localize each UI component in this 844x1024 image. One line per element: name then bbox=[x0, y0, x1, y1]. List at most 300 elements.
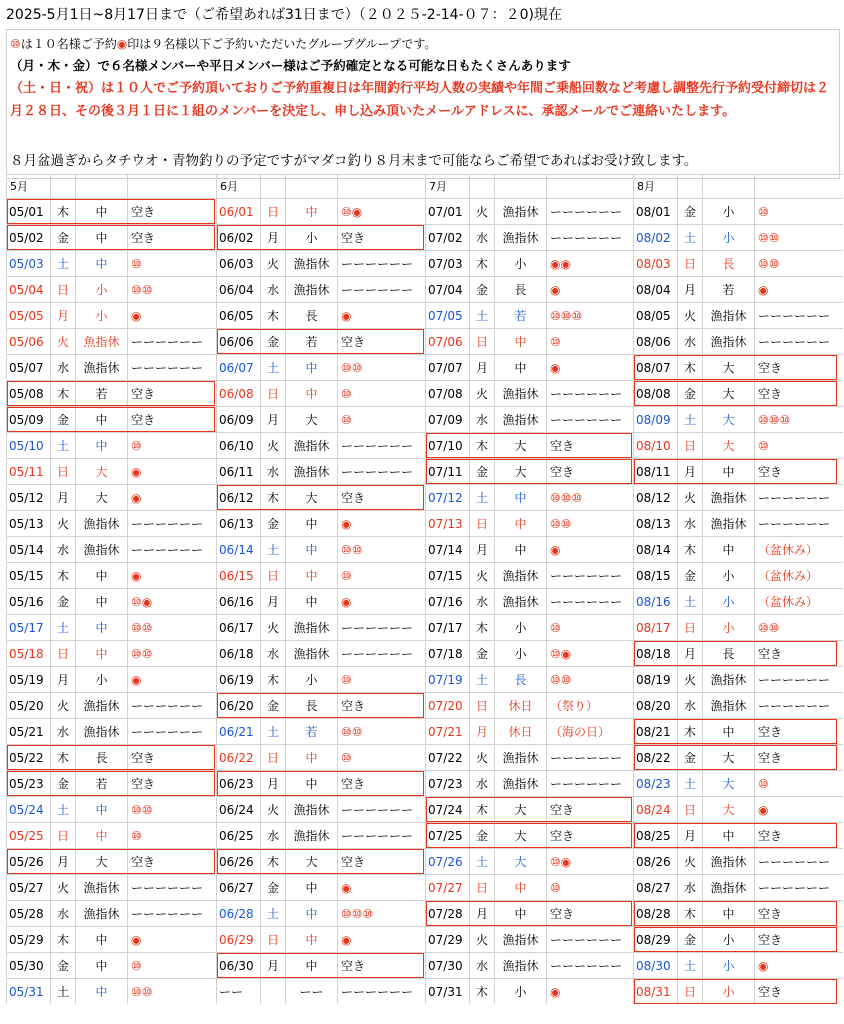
schedule-status-cell: ◉ bbox=[754, 276, 843, 302]
schedule-date-cell: 05/09 bbox=[6, 406, 50, 432]
notes-weekday: （月・木・金）で６名様メンバーや平日メンバー様はご予約確定となる可能な日もたくさんあります bbox=[10, 58, 571, 73]
schedule-weekday-cell bbox=[260, 978, 285, 1004]
schedule-date-cell: 08/16 bbox=[633, 588, 677, 614]
schedule-type-cell: 漁指休 bbox=[285, 276, 337, 302]
schedule-date-cell: 06/13 bbox=[216, 510, 260, 536]
schedule-weekday-cell: 土 bbox=[50, 432, 75, 458]
schedule-type-cell: 若 bbox=[702, 276, 754, 302]
schedule-date-cell: 05/03 bbox=[6, 250, 50, 276]
schedule-date-cell: 06/03 bbox=[216, 250, 260, 276]
schedule-weekday-cell: 日 bbox=[469, 510, 494, 536]
schedule-date-cell: 07/28 bbox=[425, 900, 469, 926]
schedule-type-cell: 中 bbox=[494, 510, 546, 536]
schedule-weekday-cell: 土 bbox=[677, 770, 702, 796]
schedule-weekday-cell: 金 bbox=[50, 770, 75, 796]
schedule-type-cell: 中 bbox=[285, 952, 337, 978]
schedule-date-cell: 07/27 bbox=[425, 874, 469, 900]
schedule-weekday-cell: 木 bbox=[260, 484, 285, 510]
schedule-status-cell: ーーーーーー bbox=[337, 276, 426, 302]
schedule-status-cell: （海の日） bbox=[546, 718, 635, 744]
schedule-type-cell: 中 bbox=[75, 562, 127, 588]
schedule-type-cell: 中 bbox=[702, 718, 754, 744]
schedule-status-cell: ◉ bbox=[546, 536, 635, 562]
month-header-blank bbox=[75, 174, 127, 198]
schedule-weekday-cell: 土 bbox=[260, 354, 285, 380]
schedule-date-cell: 07/23 bbox=[425, 770, 469, 796]
month-header-blank bbox=[494, 174, 546, 198]
schedule-type-cell: 漁指休 bbox=[285, 458, 337, 484]
schedule-status-cell: 空き bbox=[754, 978, 843, 1004]
schedule-weekday-cell: 金 bbox=[469, 640, 494, 666]
schedule-weekday-cell: 月 bbox=[677, 276, 702, 302]
schedule-weekday-cell: 水 bbox=[50, 718, 75, 744]
schedule-date-cell: 07/10 bbox=[425, 432, 469, 458]
schedule-weekday-cell: 月 bbox=[469, 900, 494, 926]
schedule-type-cell: 小 bbox=[702, 562, 754, 588]
schedule-type-cell: 小 bbox=[702, 614, 754, 640]
schedule-weekday-cell: 火 bbox=[469, 926, 494, 952]
schedule-weekday-cell: 水 bbox=[677, 510, 702, 536]
schedule-type-cell: 中 bbox=[285, 510, 337, 536]
schedule-status-cell: ーーーーーー bbox=[337, 640, 426, 666]
schedule-status-cell: ⑩⑩ bbox=[127, 978, 216, 1004]
schedule-weekday-cell: 火 bbox=[50, 510, 75, 536]
schedule-weekday-cell: 日 bbox=[50, 458, 75, 484]
schedule-date-cell: 05/23 bbox=[6, 770, 50, 796]
schedule-type-cell: 小 bbox=[494, 978, 546, 1004]
schedule-status-cell: ⑩ bbox=[337, 380, 426, 406]
schedule-type-cell: 中 bbox=[75, 588, 127, 614]
schedule-date-cell: 08/12 bbox=[633, 484, 677, 510]
schedule-status-cell: ⑩ bbox=[337, 744, 426, 770]
page-header: 2025-5月1日~8月17日まで（ご希望あれば31日まで）（２０２５-2-14-０７：２0)現在 bbox=[6, 7, 563, 23]
schedule-status-cell: ⑩ bbox=[754, 432, 843, 458]
schedule-type-cell: 漁指休 bbox=[75, 874, 127, 900]
schedule-date-cell: 05/22 bbox=[6, 744, 50, 770]
schedule-weekday-cell: 木 bbox=[50, 562, 75, 588]
schedule-type-cell: 大 bbox=[285, 484, 337, 510]
schedule-weekday-cell: 土 bbox=[677, 224, 702, 250]
schedule-weekday-cell: 土 bbox=[50, 796, 75, 822]
schedule-type-cell: 中 bbox=[494, 900, 546, 926]
schedule-status-cell: ーーーーーー bbox=[546, 224, 635, 250]
schedule-date-cell: 08/28 bbox=[633, 900, 677, 926]
schedule-date-cell: 07/29 bbox=[425, 926, 469, 952]
schedule-date-cell: 08/14 bbox=[633, 536, 677, 562]
schedule-weekday-cell: 土 bbox=[260, 718, 285, 744]
schedule-status-cell: ⑩ bbox=[127, 822, 216, 848]
schedule-date-cell: 05/17 bbox=[6, 614, 50, 640]
ten-group-icon: ⑩ bbox=[10, 37, 21, 51]
schedule-date-cell: 08/29 bbox=[633, 926, 677, 952]
schedule-status-cell: ⑩⑩ bbox=[127, 796, 216, 822]
schedule-date-cell: 06/09 bbox=[216, 406, 260, 432]
month-header-blank bbox=[285, 174, 337, 198]
schedule-status-cell: ⑩ bbox=[337, 562, 426, 588]
schedule-status-cell: ◉◉ bbox=[546, 250, 635, 276]
schedule-status-cell: ーーーーーー bbox=[337, 796, 426, 822]
schedule-status-cell: ーーーーーー bbox=[546, 406, 635, 432]
schedule-type-cell: 中 bbox=[285, 744, 337, 770]
schedule-date-cell: 07/17 bbox=[425, 614, 469, 640]
schedule-status-cell: ーーーーーー bbox=[127, 692, 216, 718]
schedule-weekday-cell: 水 bbox=[260, 276, 285, 302]
schedule-type-cell: 漁指休 bbox=[285, 432, 337, 458]
schedule-weekday-cell: 金 bbox=[260, 692, 285, 718]
schedule-weekday-cell: 月 bbox=[469, 354, 494, 380]
schedule-type-cell: 中 bbox=[75, 640, 127, 666]
schedule-status-cell: ーーーーーー bbox=[754, 484, 843, 510]
schedule-date-cell: 08/07 bbox=[633, 354, 677, 380]
schedule-status-cell: ⑩ bbox=[754, 198, 843, 224]
schedule-type-cell: 大 bbox=[702, 406, 754, 432]
schedule-weekday-cell: 月 bbox=[50, 302, 75, 328]
schedule-status-cell: ーーーーーー bbox=[546, 588, 635, 614]
schedule-status-cell: 空き bbox=[546, 796, 635, 822]
schedule-status-cell: ーーーーーー bbox=[754, 666, 843, 692]
schedule-type-cell: 長 bbox=[494, 276, 546, 302]
schedule-date-cell: 08/18 bbox=[633, 640, 677, 666]
schedule-date-cell: 08/15 bbox=[633, 562, 677, 588]
schedule-type-cell: 漁指休 bbox=[702, 510, 754, 536]
month-header: 8月 bbox=[633, 174, 677, 198]
schedule-status-cell: 空き bbox=[127, 848, 216, 874]
schedule-status-cell: ーーーーーー bbox=[546, 562, 635, 588]
schedule-date-cell: 07/11 bbox=[425, 458, 469, 484]
schedule-type-cell: 中 bbox=[75, 822, 127, 848]
schedule-type-cell: 小 bbox=[285, 666, 337, 692]
schedule-weekday-cell: 木 bbox=[50, 744, 75, 770]
schedule-date-cell: 08/31 bbox=[633, 978, 677, 1004]
schedule-type-cell: 中 bbox=[285, 198, 337, 224]
schedule-weekday-cell: 月 bbox=[677, 640, 702, 666]
schedule-status-cell: ⑩⑩⑩ bbox=[754, 406, 843, 432]
schedule-status-cell: ⑩ bbox=[337, 666, 426, 692]
schedule-date-cell: 07/18 bbox=[425, 640, 469, 666]
schedule-type-cell: 大 bbox=[702, 770, 754, 796]
schedule-date-cell: 07/15 bbox=[425, 562, 469, 588]
schedule-weekday-cell: 日 bbox=[50, 822, 75, 848]
schedule-date-cell: 06/02 bbox=[216, 224, 260, 250]
schedule-date-cell: 05/06 bbox=[6, 328, 50, 354]
schedule-date-cell: 05/05 bbox=[6, 302, 50, 328]
schedule-weekday-cell: 日 bbox=[677, 978, 702, 1004]
schedule-type-cell: 若 bbox=[285, 328, 337, 354]
schedule-status-cell: ◉ bbox=[127, 484, 216, 510]
schedule-type-cell: 大 bbox=[494, 432, 546, 458]
schedule-date-cell: 05/08 bbox=[6, 380, 50, 406]
schedule-type-cell: 漁指休 bbox=[494, 562, 546, 588]
schedule-type-cell: 中 bbox=[75, 926, 127, 952]
schedule-weekday-cell: 金 bbox=[50, 588, 75, 614]
schedule-date-cell: 06/20 bbox=[216, 692, 260, 718]
schedule-weekday-cell: 金 bbox=[677, 562, 702, 588]
month-header-blank bbox=[50, 174, 75, 198]
month-header-blank bbox=[754, 174, 843, 198]
schedule-weekday-cell: 火 bbox=[469, 744, 494, 770]
schedule-date-cell: 07/31 bbox=[425, 978, 469, 1004]
schedule-type-cell: 中 bbox=[494, 484, 546, 510]
schedule-date-cell: 07/05 bbox=[425, 302, 469, 328]
schedule-date-cell: 08/17 bbox=[633, 614, 677, 640]
schedule-type-cell: 若 bbox=[75, 770, 127, 796]
schedule-status-cell: ◉ bbox=[337, 510, 426, 536]
schedule-weekday-cell: 金 bbox=[469, 458, 494, 484]
schedule-weekday-cell: 木 bbox=[469, 978, 494, 1004]
schedule-weekday-cell: 月 bbox=[260, 588, 285, 614]
schedule-status-cell: 空き bbox=[337, 952, 426, 978]
schedule-date-cell: 06/17 bbox=[216, 614, 260, 640]
schedule-date-cell: 08/05 bbox=[633, 302, 677, 328]
nine-group-icon: ◉ bbox=[116, 37, 128, 51]
schedule-type-cell: 大 bbox=[75, 484, 127, 510]
schedule-date-cell: 06/23 bbox=[216, 770, 260, 796]
schedule-type-cell: 大 bbox=[494, 822, 546, 848]
schedule-weekday-cell: 火 bbox=[260, 432, 285, 458]
schedule-type-cell: 中 bbox=[75, 406, 127, 432]
schedule-weekday-cell: 金 bbox=[50, 952, 75, 978]
schedule-type-cell: 小 bbox=[75, 276, 127, 302]
schedule-status-cell: ーーーーーー bbox=[546, 926, 635, 952]
schedule-date-cell: 06/06 bbox=[216, 328, 260, 354]
schedule-weekday-cell: 水 bbox=[677, 692, 702, 718]
schedule-date-cell: 05/18 bbox=[6, 640, 50, 666]
schedule-status-cell: ーーーーーー bbox=[754, 848, 843, 874]
schedule-date-cell: 06/19 bbox=[216, 666, 260, 692]
schedule-type-cell: 小 bbox=[494, 614, 546, 640]
schedule-date-cell: 07/02 bbox=[425, 224, 469, 250]
schedule-date-cell: 06/26 bbox=[216, 848, 260, 874]
schedule-type-cell: 大 bbox=[285, 848, 337, 874]
schedule-date-cell: 08/21 bbox=[633, 718, 677, 744]
schedule-status-cell: 空き bbox=[337, 328, 426, 354]
schedule-date-cell: 08/06 bbox=[633, 328, 677, 354]
schedule-status-cell: ⑩ bbox=[546, 328, 635, 354]
schedule-weekday-cell: 月 bbox=[469, 536, 494, 562]
schedule-type-cell: 漁指休 bbox=[285, 796, 337, 822]
schedule-type-cell: 漁指休 bbox=[494, 926, 546, 952]
schedule-weekday-cell: 月 bbox=[50, 848, 75, 874]
schedule-type-cell: 大 bbox=[494, 796, 546, 822]
schedule-weekday-cell: 火 bbox=[469, 562, 494, 588]
schedule-type-cell: 小 bbox=[75, 302, 127, 328]
schedule-status-cell: 空き bbox=[754, 640, 843, 666]
schedule-status-cell: ⑩ bbox=[127, 250, 216, 276]
schedule-date-cell: 07/07 bbox=[425, 354, 469, 380]
schedule-type-cell: 長 bbox=[702, 640, 754, 666]
schedule-status-cell: ⑩⑩ bbox=[337, 536, 426, 562]
schedule-type-cell: 長 bbox=[75, 744, 127, 770]
schedule-status-cell: 空き bbox=[754, 926, 843, 952]
schedule-type-cell: 漁指休 bbox=[494, 952, 546, 978]
schedule-weekday-cell: 月 bbox=[469, 718, 494, 744]
schedule-weekday-cell: 月 bbox=[260, 406, 285, 432]
schedule-weekday-cell: 土 bbox=[469, 484, 494, 510]
schedule-status-cell: （祭り） bbox=[546, 692, 635, 718]
schedule-type-cell: 中 bbox=[702, 458, 754, 484]
schedule-status-cell: 空き bbox=[754, 380, 843, 406]
schedule-date-cell: 08/03 bbox=[633, 250, 677, 276]
schedule-status-cell: 空き bbox=[754, 458, 843, 484]
schedule-date-cell: 08/26 bbox=[633, 848, 677, 874]
schedule-weekday-cell: 火 bbox=[260, 796, 285, 822]
schedule-type-cell: 漁指休 bbox=[75, 692, 127, 718]
schedule-type-cell: 中 bbox=[285, 380, 337, 406]
schedule-weekday-cell: 土 bbox=[677, 588, 702, 614]
schedule-status-cell: ◉ bbox=[337, 926, 426, 952]
schedule-status-cell: 空き bbox=[127, 380, 216, 406]
schedule-type-cell: 中 bbox=[285, 536, 337, 562]
schedule-type-cell: 漁指休 bbox=[494, 770, 546, 796]
schedule-type-cell: 中 bbox=[285, 588, 337, 614]
schedule-status-cell: 空き bbox=[546, 458, 635, 484]
schedule-weekday-cell: 日 bbox=[260, 198, 285, 224]
schedule-type-cell: 漁指休 bbox=[75, 718, 127, 744]
month-header-blank bbox=[127, 174, 216, 198]
schedule-type-cell: 大 bbox=[75, 848, 127, 874]
schedule-type-cell: 中 bbox=[494, 874, 546, 900]
schedule-weekday-cell: 日 bbox=[677, 796, 702, 822]
schedule-weekday-cell: 火 bbox=[677, 302, 702, 328]
schedule-status-cell: 空き bbox=[754, 900, 843, 926]
schedule-type-cell: 大 bbox=[702, 744, 754, 770]
schedule-status-cell: 空き bbox=[337, 224, 426, 250]
schedule-type-cell: 中 bbox=[75, 432, 127, 458]
schedule-date-cell: 05/16 bbox=[6, 588, 50, 614]
schedule-status-cell: ⑩⑩ bbox=[546, 666, 635, 692]
schedule-date-cell: 05/01 bbox=[6, 198, 50, 224]
schedule-type-cell: 中 bbox=[75, 796, 127, 822]
schedule-status-cell: ⑩⑩ bbox=[127, 640, 216, 666]
schedule-status-cell: ーーーーーー bbox=[754, 692, 843, 718]
schedule-date-cell: 07/30 bbox=[425, 952, 469, 978]
schedule-status-cell: ⑩⑩⑩ bbox=[337, 900, 426, 926]
schedule-weekday-cell: 水 bbox=[50, 900, 75, 926]
schedule-type-cell: 小 bbox=[75, 666, 127, 692]
schedule-status-cell: 空き bbox=[754, 822, 843, 848]
schedule-weekday-cell: 木 bbox=[50, 198, 75, 224]
schedule-date-cell: ーー bbox=[216, 978, 260, 1004]
schedule-date-cell: 08/13 bbox=[633, 510, 677, 536]
schedule-status-cell: （盆休み） bbox=[754, 536, 843, 562]
schedule-weekday-cell: 金 bbox=[677, 744, 702, 770]
notes-box bbox=[6, 29, 840, 179]
schedule-weekday-cell: 金 bbox=[260, 874, 285, 900]
schedule-status-cell: 空き bbox=[546, 900, 635, 926]
schedule-weekday-cell: 月 bbox=[50, 484, 75, 510]
schedule-date-cell: 05/30 bbox=[6, 952, 50, 978]
schedule-status-cell: ◉ bbox=[127, 562, 216, 588]
schedule-date-cell: 05/26 bbox=[6, 848, 50, 874]
schedule-status-cell: ◉ bbox=[127, 302, 216, 328]
schedule-date-cell: 07/04 bbox=[425, 276, 469, 302]
schedule-type-cell: 長 bbox=[285, 692, 337, 718]
schedule-weekday-cell: 水 bbox=[260, 458, 285, 484]
schedule-type-cell: 漁指休 bbox=[285, 822, 337, 848]
schedule-weekday-cell: 日 bbox=[469, 874, 494, 900]
schedule-weekday-cell: 金 bbox=[677, 198, 702, 224]
schedule-date-cell: 06/08 bbox=[216, 380, 260, 406]
schedule-weekday-cell: 日 bbox=[260, 744, 285, 770]
schedule-date-cell: 05/31 bbox=[6, 978, 50, 1004]
schedule-date-cell: 05/04 bbox=[6, 276, 50, 302]
schedule-weekday-cell: 金 bbox=[50, 406, 75, 432]
schedule-status-cell: ⑩⑩ bbox=[127, 276, 216, 302]
schedule-weekday-cell: 水 bbox=[469, 406, 494, 432]
schedule-date-cell: 06/22 bbox=[216, 744, 260, 770]
schedule-date-cell: 07/16 bbox=[425, 588, 469, 614]
schedule-type-cell: 大 bbox=[702, 796, 754, 822]
schedule-type-cell: 漁指休 bbox=[702, 692, 754, 718]
schedule-type-cell: 大 bbox=[494, 458, 546, 484]
schedule-type-cell: 大 bbox=[702, 354, 754, 380]
schedule-type-cell: 漁指休 bbox=[75, 536, 127, 562]
schedule-weekday-cell: 日 bbox=[469, 328, 494, 354]
schedule-status-cell: ◉ bbox=[546, 978, 635, 1004]
schedule-status-cell: 空き bbox=[127, 224, 216, 250]
schedule-date-cell: 07/22 bbox=[425, 744, 469, 770]
schedule-weekday-cell: 火 bbox=[50, 328, 75, 354]
schedule-status-cell: ーーーーーー bbox=[337, 458, 426, 484]
schedule-date-cell: 07/09 bbox=[425, 406, 469, 432]
schedule-date-cell: 06/30 bbox=[216, 952, 260, 978]
schedule-weekday-cell: 水 bbox=[260, 640, 285, 666]
schedule-status-cell: ⑩◉ bbox=[546, 848, 635, 874]
schedule-date-cell: 05/25 bbox=[6, 822, 50, 848]
schedule-status-cell: ⑩⑩ bbox=[754, 224, 843, 250]
schedule-type-cell: 中 bbox=[285, 900, 337, 926]
schedule-type-cell: 小 bbox=[702, 952, 754, 978]
schedule-status-cell: 空き bbox=[127, 744, 216, 770]
schedule-weekday-cell: 金 bbox=[677, 926, 702, 952]
schedule-status-cell: ⑩⑩ bbox=[127, 614, 216, 640]
schedule-weekday-cell: 日 bbox=[260, 562, 285, 588]
schedule-date-cell: 05/21 bbox=[6, 718, 50, 744]
schedule-date-cell: 06/01 bbox=[216, 198, 260, 224]
month-header-blank bbox=[469, 174, 494, 198]
schedule-status-cell: ◉ bbox=[127, 926, 216, 952]
schedule-type-cell: 大 bbox=[494, 848, 546, 874]
schedule-type-cell: 若 bbox=[494, 302, 546, 328]
schedule-type-cell: 漁指休 bbox=[494, 744, 546, 770]
schedule-type-cell: 魚指休 bbox=[75, 328, 127, 354]
schedule-type-cell: 中 bbox=[702, 900, 754, 926]
schedule-status-cell: 空き bbox=[127, 198, 216, 224]
schedule-status-cell: ◉ bbox=[337, 874, 426, 900]
schedule-weekday-cell: 土 bbox=[260, 536, 285, 562]
schedule-date-cell: 08/10 bbox=[633, 432, 677, 458]
schedule-weekday-cell: 日 bbox=[677, 432, 702, 458]
schedule-type-cell: 休日 bbox=[494, 692, 546, 718]
schedule-status-cell: ーーーーーー bbox=[546, 198, 635, 224]
schedule-date-cell: 07/20 bbox=[425, 692, 469, 718]
schedule-weekday-cell: 土 bbox=[469, 302, 494, 328]
legend-text-2: 印は９名様以下ご予約いただいたグループグループです。 bbox=[127, 37, 437, 51]
schedule-type-cell: 小 bbox=[702, 588, 754, 614]
schedule-date-cell: 05/12 bbox=[6, 484, 50, 510]
schedule-weekday-cell: 月 bbox=[260, 770, 285, 796]
schedule-date-cell: 05/20 bbox=[6, 692, 50, 718]
schedule-type-cell: 漁指休 bbox=[75, 900, 127, 926]
schedule-date-cell: 05/11 bbox=[6, 458, 50, 484]
schedule-status-cell: ーーーーーー bbox=[337, 250, 426, 276]
schedule-type-cell: 中 bbox=[494, 328, 546, 354]
schedule-type-cell: 休日 bbox=[494, 718, 546, 744]
schedule-status-cell: 空き bbox=[546, 432, 635, 458]
schedule-type-cell: 中 bbox=[494, 536, 546, 562]
schedule-date-cell: 06/27 bbox=[216, 874, 260, 900]
schedule-weekday-cell: 月 bbox=[677, 822, 702, 848]
